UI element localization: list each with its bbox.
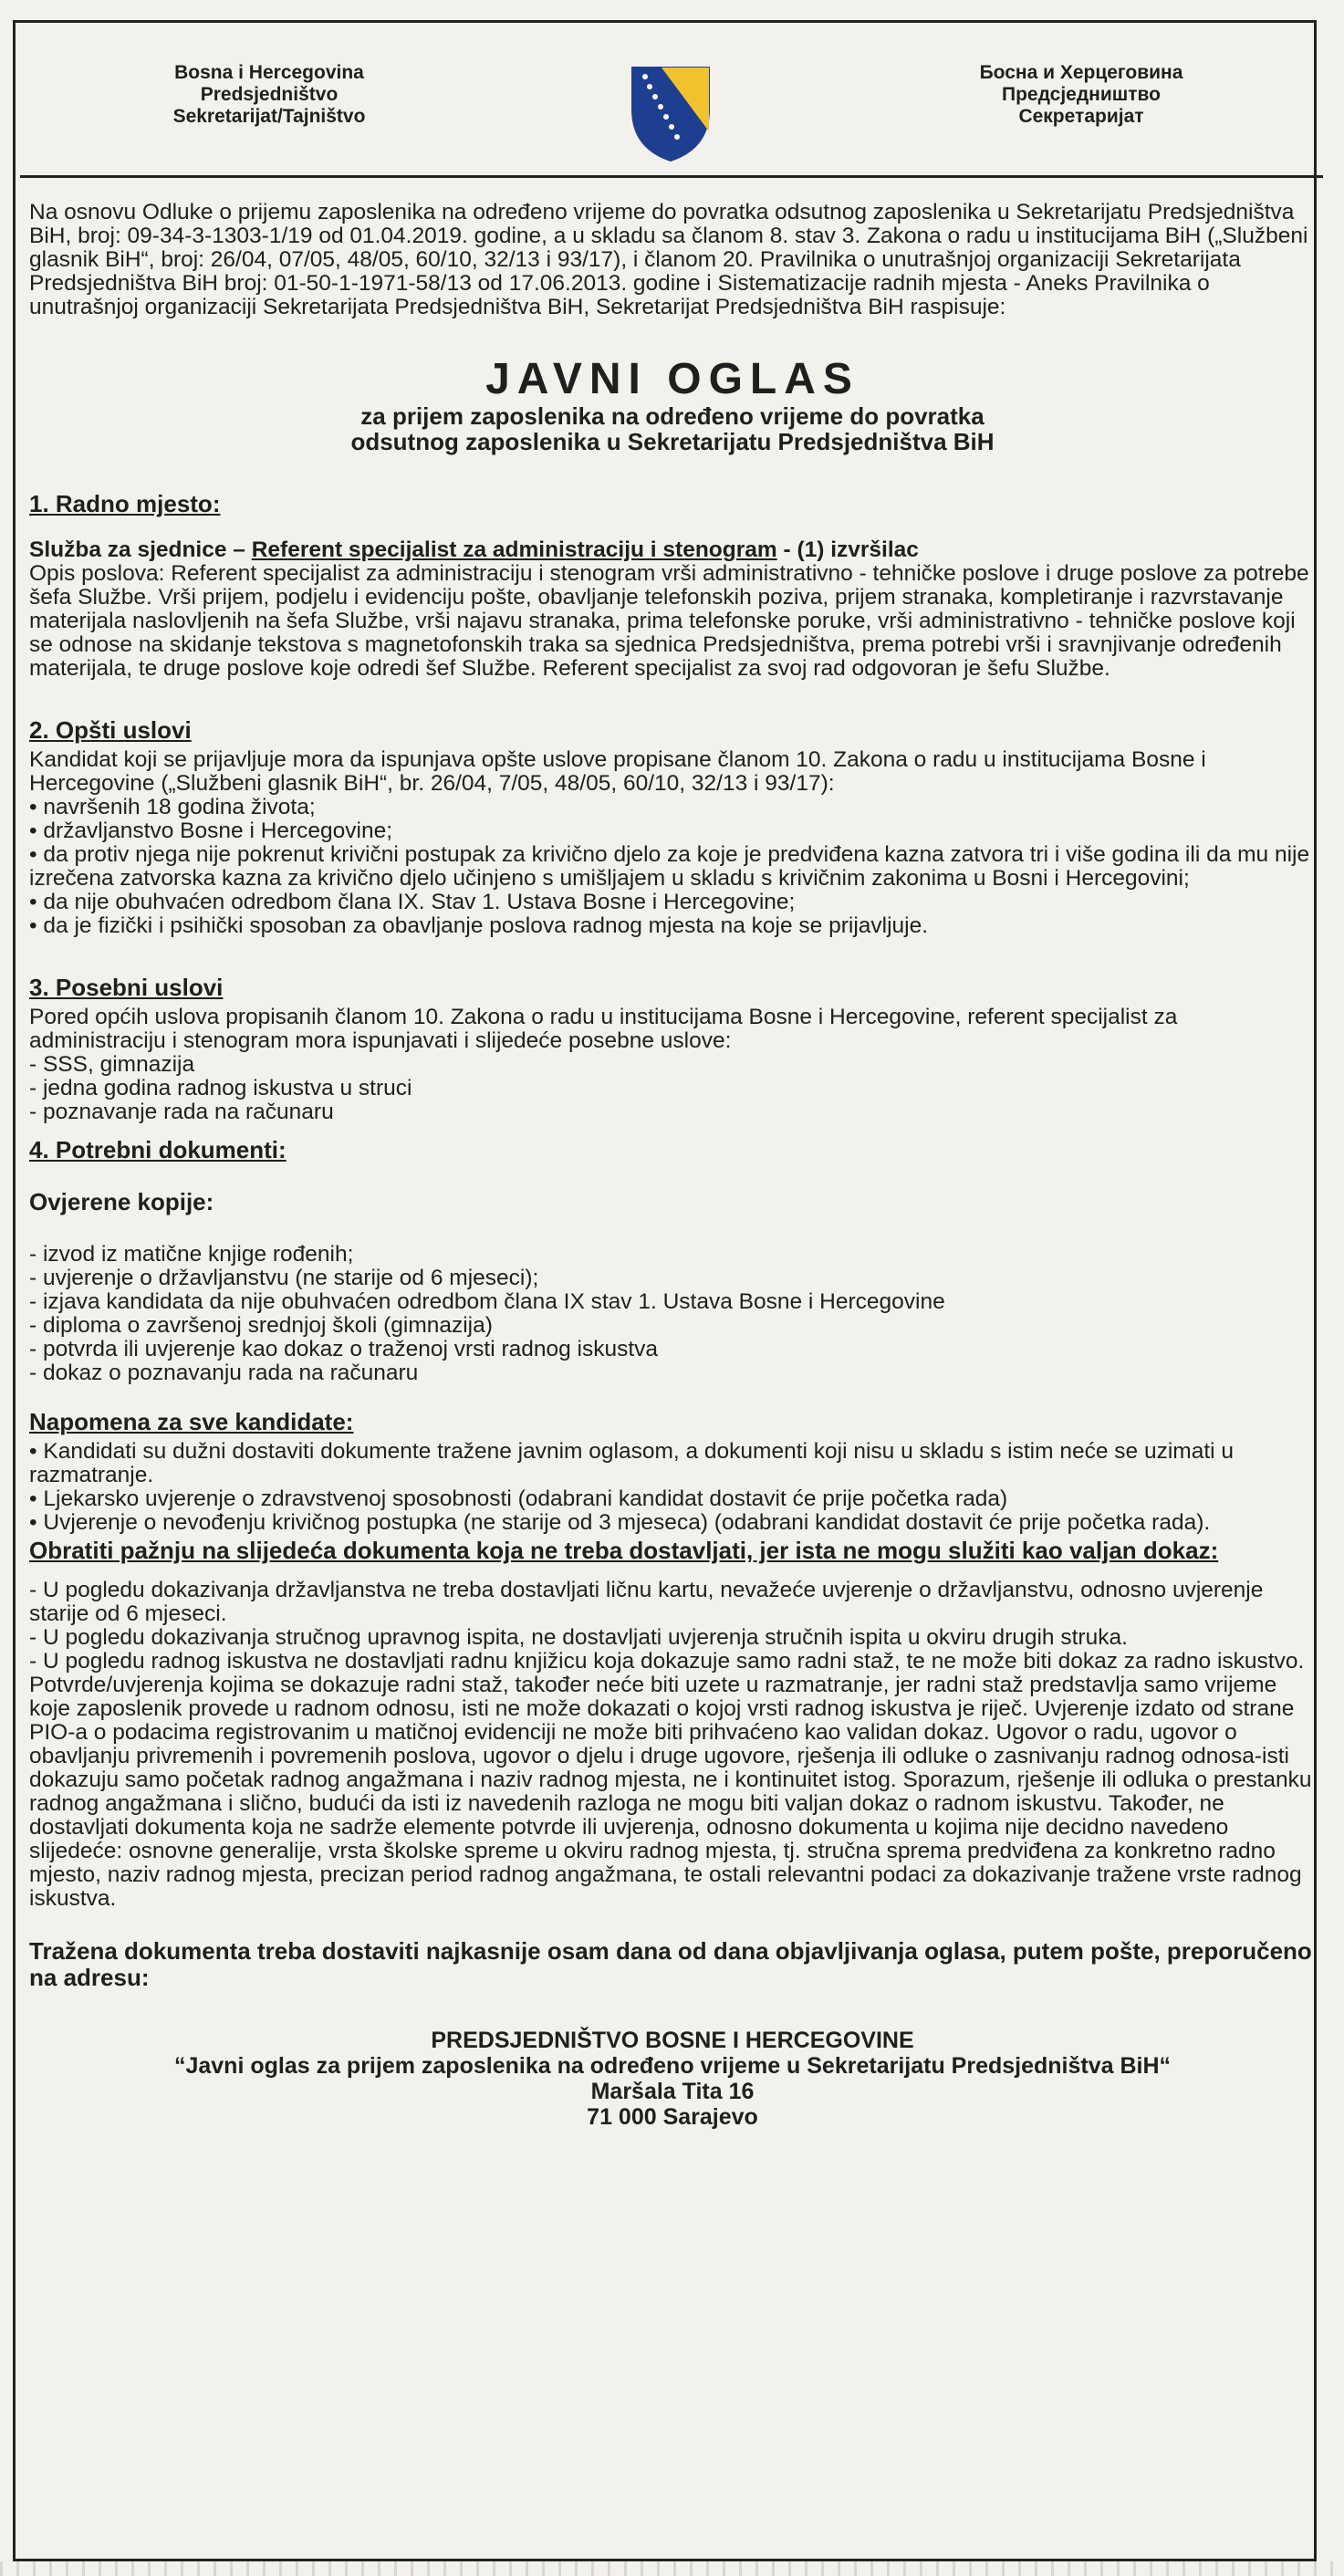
list-item: - U pogledu radnog iskustva ne dostavljati radnu knjižicu koja dokazuje samo radni staž, te ne može biti dokaz za radno iskustvo. Potvrde/uvjerenja kojima se dokazuje radni staž, također neće biti uzete u razmatranje, jer radni staž predstavlja samo vrijeme koje zaposlenik provede u radnom odnosu, isti ne može dokazati o kojoj vrsti radnog iskustva je riječ. Uvjerenje izdato od strane PIO-a o podacima registrovanim u matičnoj evidenciji ne može biti prihvaćeno kao validan dokaz. Ugovor o radu, ugovor o obavljanju privremenih i povremenih poslova, ugovor o djelu i druge ugovore, rješenja ili odluke o zasnivanju radnog odnosa-isti dokazuju samo početak radnog angažmana i naziv radnog mjesta, ne i kontinuitet istog. Sporazum, rješenje ili odluka o prestanku radnog angažmana i slično, budući da isti iz navedenih razloga ne mogu biti valjan dokaz o radnom iskustvu. Također, ne dostavljati dokumenta koja ne sadrže elemente potvrde ili uvjerenja, odnosno dokumenta u kojima nije decidno navedeno slijedeće: osnovne generalije, vrsta školske spreme u okviru radnog mjesta, tj. stručna sprema predviđena za konkretno radno mjesto, naziv radnog mjesta, precizan period radnog angažmana, te ostali relevantni podaci za dokazivanje tražene vrste radnog iskustva. — [29, 1649, 1312, 1911]
submission-instructions: Tražena dokumenta treba dostaviti najkasnije osam dana od dana objavljivanja oglasa, putem pošte, preporučeno na adresu: — [29, 1937, 1312, 1991]
institution-name-latin: Bosna i Hercegovina Predsjedništvo Sekretarijat/Tajništvo — [172, 62, 366, 127]
special-conditions-lead: Pored općih uslova propisanih članom 10. Zakona o radu u institucijama Bosne i Hercegovine, referent specijalist za administraciju i stenogram mora ispunjavati i slijedeće posebne uslove: — [29, 1005, 1178, 1053]
announcement-title: JAVNI OGLAS — [485, 355, 860, 403]
list-item: • Uvjerenje o nevođenju krivičnog postupka (ne starije od 3 mjeseca) (odabrani kandidat dostavit će prije početka rada). — [29, 1510, 1211, 1535]
list-item: - jedna godina radnog iskustva u struci — [29, 1076, 412, 1100]
job-description: Opis poslova: Referent specijalist za administraciju i stenogram vrši administrativno - tehničke poslove i druge poslove za potrebe šefa Službe. Vrši prijem, podjelu i evidenciju pošte, obavljanje telefonskih poziva, prijem stranaka, kompletiranje i razvrstavanje materijala naslovljenih na šefa Službe, vrši najavu stranaka, prima telefonske poruke, vrši administrativno - tehničke poslove koji se odnose na skidanje tekstova s magnetofonskih traka sa sjednica Predsjedništva, prema potrebi vrši i sravnjivanje određenih materijala, te druge poslove koje odredi šef Službe. Referent specijalist za svoj rad odgovoran je šefu Službe. — [29, 561, 1309, 681]
list-item: • državljanstvo Bosne i Hercegovine; — [29, 819, 393, 843]
documents-list — [29, 1243, 1316, 1385]
mailing-address: PREDSJEDNIŠTVO BOSNE I HERCEGOVINE “Javni oglas za prijem zaposlenika na određeno vrijeme u Sekretarijatu Predsjedništva BiH“ Maršala Tita 16 71 000 Sarajevo — [173, 2028, 1172, 2130]
warning-list — [29, 1579, 1316, 1911]
list-item: - SSS, gimnazija — [29, 1052, 195, 1077]
special-conditions-list — [29, 1053, 1316, 1124]
section-heading-documents: 4. Potrebni dokumenti: — [29, 1136, 287, 1163]
list-item: - U pogledu dokazivanja državljanstva ne treba dostavljati ličnu kartu, nevažeće uvjerenje o državljanstvu, odnosno uvjerenje starije od 6 mjeseci. — [29, 1578, 1264, 1626]
list-item: - izjava kandidata da nije obuhvaćen odredbom člana IX stav 1. Ustava Bosne i Hercegovine — [29, 1289, 945, 1314]
letterhead — [27, 55, 1314, 164]
list-item: • da nije obuhvaćen odredbom člana IX. Stav 1. Ustava Bosne i Hercegovine; — [29, 890, 796, 914]
announcement-subtitle: za prijem zaposlenika na određeno vrijeme do povratka odsutnog zaposlenika u Sekretarijatu Predsjedništva BiH — [350, 402, 995, 455]
general-conditions-lead: Kandidat koji se prijavljuje mora da ispunjava opšte uslove propisane članom 10. Zakona o radu u institucijama Bosne i Hercegovine („Službeni glasnik BiH“, br. 26/04, 7/05, 48/05, 60/10, 32/13 i 93/17): — [29, 747, 1206, 796]
list-item: - izvod iz matične knjige rođenih; — [29, 1242, 354, 1267]
list-item: • Kandidati su dužni dostaviti dokumente tražene javnim oglasom, a dokumenti koji nisu u skladu s istim neće se uzimati u razmatranje. — [29, 1439, 1234, 1487]
list-item: - uvjerenje o državljanstvu (ne starije od 6 mjeseci); — [29, 1266, 539, 1290]
coat-of-arms-icon — [620, 64, 721, 164]
list-item: • Ljekarsko uvjerenje o zdravstvenoj sposobnosti (odabrani kandidat dostavit će prije početka rada) — [29, 1486, 1008, 1511]
institution-name-cyrillic: Босна и Херцеговина Предсједништво Секретаријат — [979, 62, 1183, 127]
list-item: • da protiv njega nije pokrenut krivični postupak za krivično djelo za koje je predviđena kazna zatvora tri i više godina ili da mu nije izrečena zatvorska kazna za krivično djelo učinjeno s umišljajem u skladu s krivičnim zakonima u Bosni i Hercegovini; — [29, 842, 1310, 891]
list-item: - potvrda ili uvjerenje kao dokaz o traženoj vrsti radnog iskustva — [29, 1337, 659, 1361]
list-item: • da je fizički i psihički sposoban za obavljanje poslova radnog mjesta na koje se prijavljuje. — [29, 913, 929, 938]
position-title-line: Služba za sjednice – Referent specijalist za administraciju i stenogram - (1) izvršilac — [29, 537, 919, 562]
section-heading-general-conditions: 2. Opšti uslovi — [29, 716, 192, 744]
warning-heading: Obratiti pažnju na slijedeća dokumenta koja ne treba dostavljati, jer ista ne mogu služiti kao valjan dokaz: — [29, 1537, 1219, 1564]
header-divider — [20, 175, 1323, 178]
general-conditions-list — [29, 796, 1316, 938]
intro-paragraph: Na osnovu Odluke o prijemu zaposlenika na određeno vrijeme do povratka odsutnog zaposlenika u Sekretarijatu Predsjedništva BiH, broj: 09-34-3-1303-1/19 od 01.04.2019. godine, a u skladu sa članom 8. stav 3. Zakona o radu u institucijama BiH („Službeni glasnik BiH“, broj: 26/04, 07/05, 48/05, 60/10, 32/13 i 93/17), i članom 20. Pravilnika o unutrašnjoj organizaciji Sekretarijata Predsjedništva BiH broj: 01-50-1-1971-58/13 od 17.06.2013. godine i Sistematizacije radnih mjesta - Aneks Pravilnika o unutrašnjoj organizaciji Sekretarijata Predsjedništva BiH, Sekretarijat Predsjedništva BiH raspisuje: — [29, 200, 1308, 319]
list-item: - diploma o završenoj srednjoj školi (gimnazija) — [29, 1313, 493, 1338]
section-heading-position: 1. Radno mjesto: — [29, 490, 221, 517]
list-item: • navršenih 18 godina života; — [29, 795, 316, 819]
section-heading-note: Napomena za sve kandidate: — [29, 1408, 354, 1435]
list-item: - dokaz o poznavanju rada na računaru — [29, 1361, 419, 1385]
list-item: - poznavanje rada na računaru — [29, 1100, 334, 1124]
scan-edge-artifact — [0, 2561, 1344, 2576]
announcement-body — [29, 201, 1316, 2130]
note-list — [29, 1440, 1316, 1535]
certified-copies-heading: Ovjerene kopije: — [29, 1188, 214, 1215]
position-title: Referent specijalist za administraciju i stenogram — [251, 537, 777, 562]
list-item: - U pogledu dokazivanja stručnog upravnog ispita, ne dostavljati uvjerenja stručnih ispita u okviru drugih struka. — [29, 1625, 1128, 1650]
section-heading-special-conditions: 3. Posebni uslovi — [29, 974, 224, 1001]
